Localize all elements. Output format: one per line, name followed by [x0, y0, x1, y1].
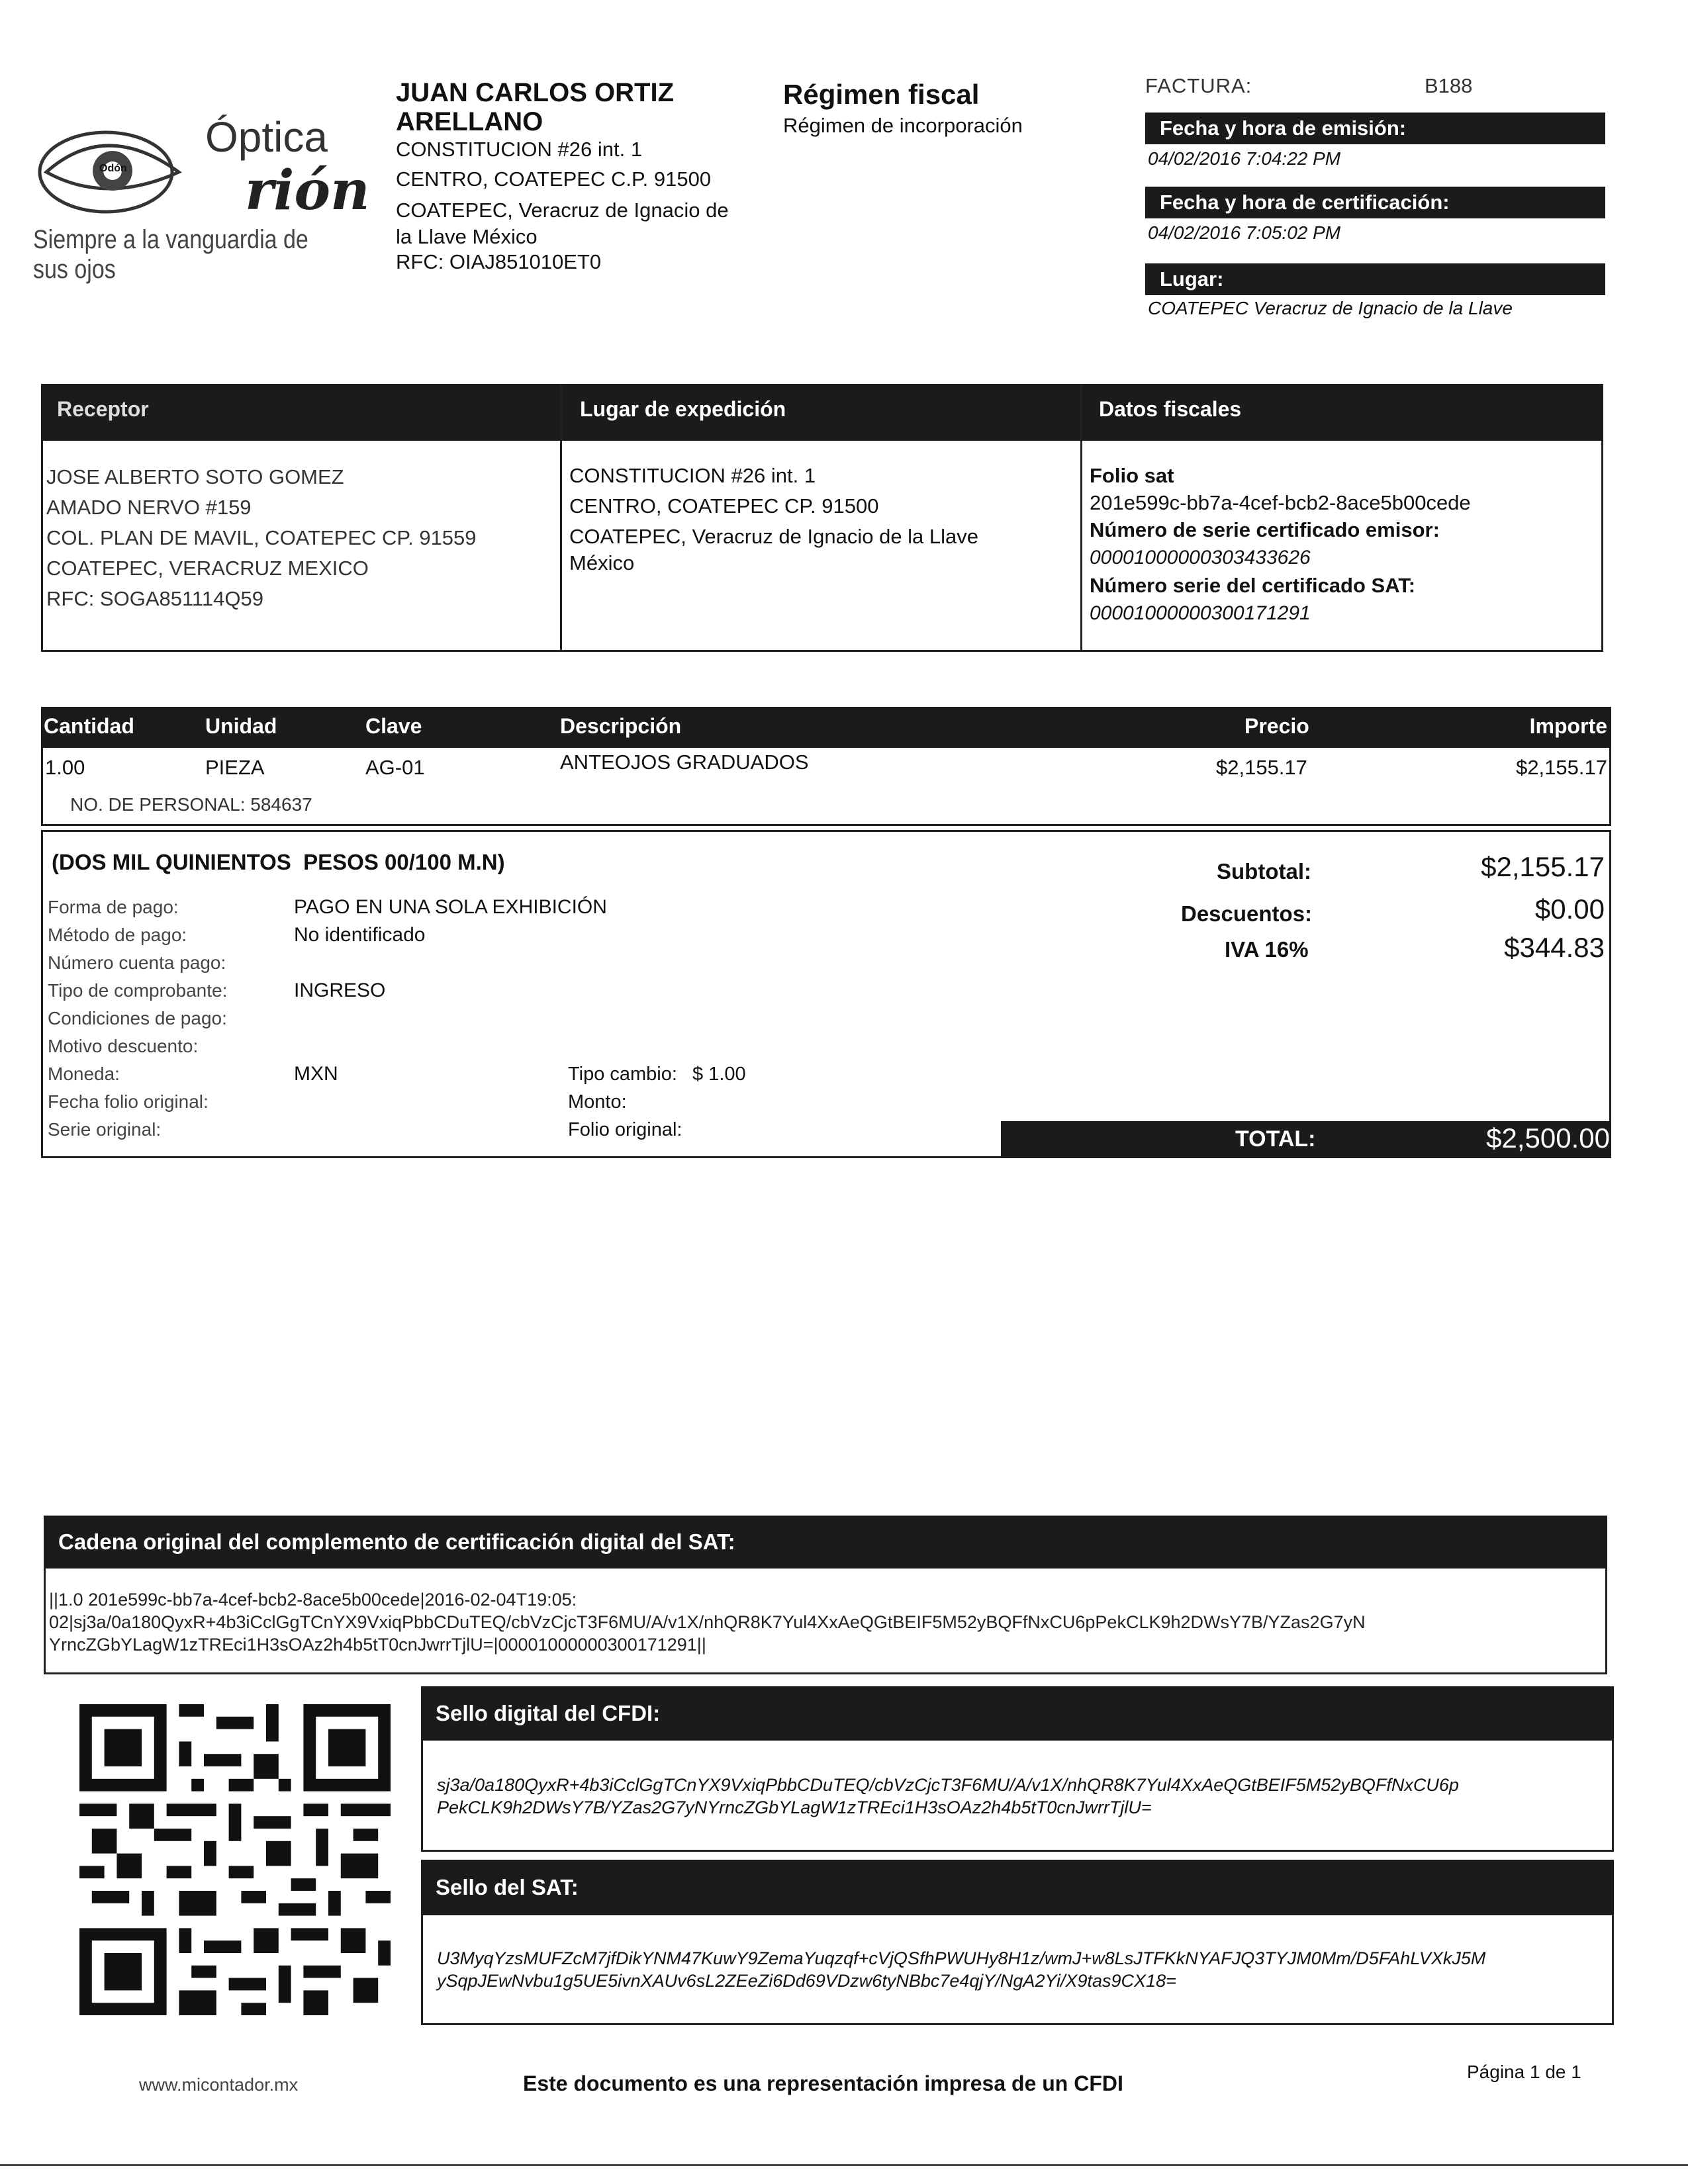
serie-emisor-label: Número de serie certificado emisor:: [1090, 518, 1440, 541]
receptor-address3: COATEPEC, VERACRUZ MEXICO: [46, 557, 369, 580]
receptor-block: [46, 462, 556, 614]
sello-sat-line1: U3MyqYzsMUFZcM7jfDikYNM47KuwY9ZemaYuqzqf+cVjQSfhPWUHy8H1z/wmJ+w8LsJTFKkNYAFJQ3TYJM0Mm/D5FAhLVXkJ5M: [437, 1948, 1486, 1968]
motivo-descuento-label: Motivo descuento:: [48, 1036, 199, 1056]
row-clave: AG-01: [365, 756, 425, 779]
tipo-cambio-value: $ 1.00: [692, 1064, 746, 1085]
tipo-cambio-label: Tipo cambio:: [568, 1064, 677, 1085]
logo-brand-top: Óptica: [205, 113, 328, 161]
cadena-line2: 02|sj3a/0a180QyxR+4b3iCclGgTCnYX9VxiqPbbCDuTEQ/cbVzCjcT3F6MU/A/v1X/nhQR8K7Yul4XxAeQGtBEIF5M52yBQFfNxCU6pPekCLK9h2DWsY7B/YZas2G7yN: [49, 1612, 1366, 1632]
regimen-value: Régimen de incorporación: [783, 114, 1023, 137]
metodo-pago-label: Método de pago:: [48, 925, 187, 945]
receptor-address2: COL. PLAN DE MAVIL, COATEPEC CP. 91559: [46, 526, 477, 549]
metodo-pago-value: No identificado: [294, 924, 426, 946]
cadena-line1: ||1.0 201e599c-bb7a-4cef-bcb2-8ace5b00cede|2016-02-04T19:05:: [49, 1590, 577, 1610]
expedicion-line1: CONSTITUCION #26 int. 1: [569, 464, 816, 487]
expedicion-line2: CENTRO, COATEPEC CP. 91500: [569, 494, 879, 518]
footer-website: www.micontador.mx: [139, 2075, 299, 2095]
expedicion-header: Lugar de expedición: [580, 397, 786, 421]
qr-code: [79, 1704, 391, 2015]
issuer-address2: CENTRO, COATEPEC C.P. 91500: [396, 167, 712, 191]
row-unidad: PIEZA: [205, 756, 265, 779]
sello-sat-header: Sello del SAT:: [421, 1860, 1614, 1915]
parties-divider-2: [1080, 384, 1082, 652]
summary-labels: [48, 893, 286, 1144]
sello-cfdi-text: [437, 1774, 1602, 1819]
table-row: [41, 748, 1611, 785]
cadena-header: Cadena original del complemento de certificación digital del SAT:: [44, 1516, 1607, 1569]
serie-emisor-value: 00001000000303433626: [1090, 547, 1311, 569]
items-header-bar: [41, 707, 1611, 748]
descuentos-label: Descuentos:: [1181, 901, 1313, 926]
company-logo: [33, 106, 391, 284]
lugar-header: Lugar:: [1145, 263, 1605, 295]
tipo-comprobante-value: INGRESO: [294, 979, 386, 1001]
serie-sat-value: 00001000000300171291: [1090, 602, 1311, 624]
subtotal-label: Subtotal:: [1217, 859, 1311, 884]
emision-value: 04/02/2016 7:04:22 PM: [1148, 148, 1341, 169]
parties-header-bar: [41, 384, 1603, 441]
fiscales-block: [1090, 462, 1599, 627]
emision-header: Fecha y hora de emisión:: [1145, 113, 1605, 144]
tipo-comprobante-label: Tipo de comprobante:: [48, 980, 228, 1001]
condiciones-label: Condiciones de pago:: [48, 1008, 227, 1028]
expedicion-block: [569, 461, 1072, 574]
factura-number: B188: [1425, 74, 1473, 97]
expedicion-line4: México: [569, 551, 635, 574]
lugar-value: COATEPEC Veracruz de Ignacio de la Llave: [1148, 298, 1513, 318]
iva-value: $344.83: [1504, 932, 1605, 963]
serie-original-label: Serie original:: [48, 1119, 162, 1140]
footer-notice: Este documento es una representación impresa de un CFDI: [523, 2071, 1123, 2095]
footer-rule: [0, 2164, 1688, 2166]
col-unidad: Unidad: [205, 714, 277, 738]
expedicion-line3: COATEPEC, Veracruz de Ignacio de la Llave: [569, 525, 979, 548]
descuentos-value: $0.00: [1534, 893, 1605, 925]
issuer-address1: CONSTITUCION #26 int. 1: [396, 138, 643, 161]
numero-cuenta-label: Número cuenta pago:: [48, 952, 226, 973]
row-cantidad: 1.00: [45, 756, 85, 779]
issuer-name-line1: JUAN CARLOS ORTIZ: [396, 78, 674, 107]
issuer-address3: COATEPEC, Veracruz de Ignacio de: [396, 199, 729, 222]
folio-sat-value: 201e599c-bb7a-4cef-bcb2-8ace5b00cede: [1090, 491, 1471, 514]
issuer-address4: la Llave México: [396, 225, 538, 248]
sello-sat-line2: ySqpJEwNvbu1g5UE5ivnXAUv6sL2ZEeZi6Dd69VDzw6tyNBbc7e4qjY/NgA2Yi/X9tas9CX18=: [437, 1971, 1176, 1991]
col-precio: Precio: [1244, 714, 1309, 738]
subtotal-value: $2,155.17: [1481, 851, 1605, 882]
monto-label: Monto:: [568, 1091, 627, 1113]
footer-page: Página 1 de 1: [1467, 2062, 1581, 2082]
row-descripcion: ANTEOJOS GRADUADOS: [560, 751, 809, 774]
issuer-rfc: RFC: OIAJ851010ET0: [396, 250, 602, 273]
col-descripcion: Descripción: [560, 714, 682, 738]
fiscales-header: Datos fiscales: [1099, 397, 1242, 421]
sello-cfdi-line1: sj3a/0a180QyxR+4b3iCclGgTCnYX9VxiqPbbCDuTEQ/cbVzCjcT3F6MU/A/v1X/nhQR8K7Yul4XxAeQGtBEIF5M52yBQFfNxCU6p: [437, 1775, 1459, 1795]
total-value: $2,500.00: [1486, 1122, 1610, 1154]
moneda-label: Moneda:: [48, 1064, 120, 1084]
fecha-folio-label: Fecha folio original:: [48, 1091, 209, 1112]
receptor-address1: AMADO NERVO #159: [46, 496, 252, 519]
col-cantidad: Cantidad: [44, 714, 134, 738]
certificacion-header: Fecha y hora de certificación:: [1145, 187, 1605, 218]
issuer-name-line2: ARELLANO: [396, 107, 543, 136]
cadena-text: [49, 1588, 1598, 1656]
certificacion-value: 04/02/2016 7:05:02 PM: [1148, 222, 1341, 243]
regimen-title: Régimen fiscal: [783, 79, 980, 110]
row-importe: $2,155.17: [1516, 756, 1607, 779]
issuer-block: [396, 78, 767, 275]
amount-in-words: (DOS MIL QUINIENTOS PESOS 00/100 M.N): [52, 850, 505, 874]
receptor-rfc: RFC: SOGA851114Q59: [46, 587, 263, 610]
col-importe: Importe: [1529, 714, 1607, 738]
serie-sat-label: Número serie del certificado SAT:: [1090, 574, 1416, 597]
row-precio: $2,155.17: [1216, 756, 1307, 779]
receptor-header: Receptor: [57, 397, 149, 421]
parties-divider-1: [560, 384, 562, 652]
col-clave: Clave: [365, 714, 422, 738]
forma-pago-value: PAGO EN UNA SOLA EXHIBICIÓN: [294, 896, 607, 918]
sello-sat-text: [437, 1947, 1602, 1992]
receptor-name: JOSE ALBERTO SOTO GOMEZ: [46, 465, 344, 488]
sello-cfdi-header: Sello digital del CFDI:: [421, 1686, 1614, 1741]
logo-tagline: Siempre a la vanguardia de sus ojos: [33, 225, 308, 284]
regimen-block: [783, 78, 1101, 140]
folio-original-label: Folio original:: [568, 1119, 682, 1140]
personal-number: NO. DE PERSONAL: 584637: [70, 794, 312, 815]
forma-pago-label: Forma de pago:: [48, 897, 179, 917]
logo-eye-text: Odón: [99, 163, 127, 174]
folio-sat-label: Folio sat: [1090, 464, 1174, 487]
total-label: TOTAL:: [1235, 1126, 1316, 1152]
factura-label: FACTURA:: [1145, 74, 1252, 97]
moneda-value: MXN: [294, 1063, 338, 1085]
sello-cfdi-line2: PekCLK9h2DWsY7B/YZas2G7yNYrncZGbYLagW1zTREci1H3sOAz2h4b5tT0cnJwrrTjlU=: [437, 1797, 1152, 1817]
cadena-line3: YrncZGbYLagW1zTREci1H3sOAz2h4b5tT0cnJwrrTjlU=|00001000000300171291||: [49, 1635, 706, 1655]
iva-label: IVA 16%: [1225, 937, 1309, 962]
logo-brand-bottom: rión: [245, 159, 370, 222]
